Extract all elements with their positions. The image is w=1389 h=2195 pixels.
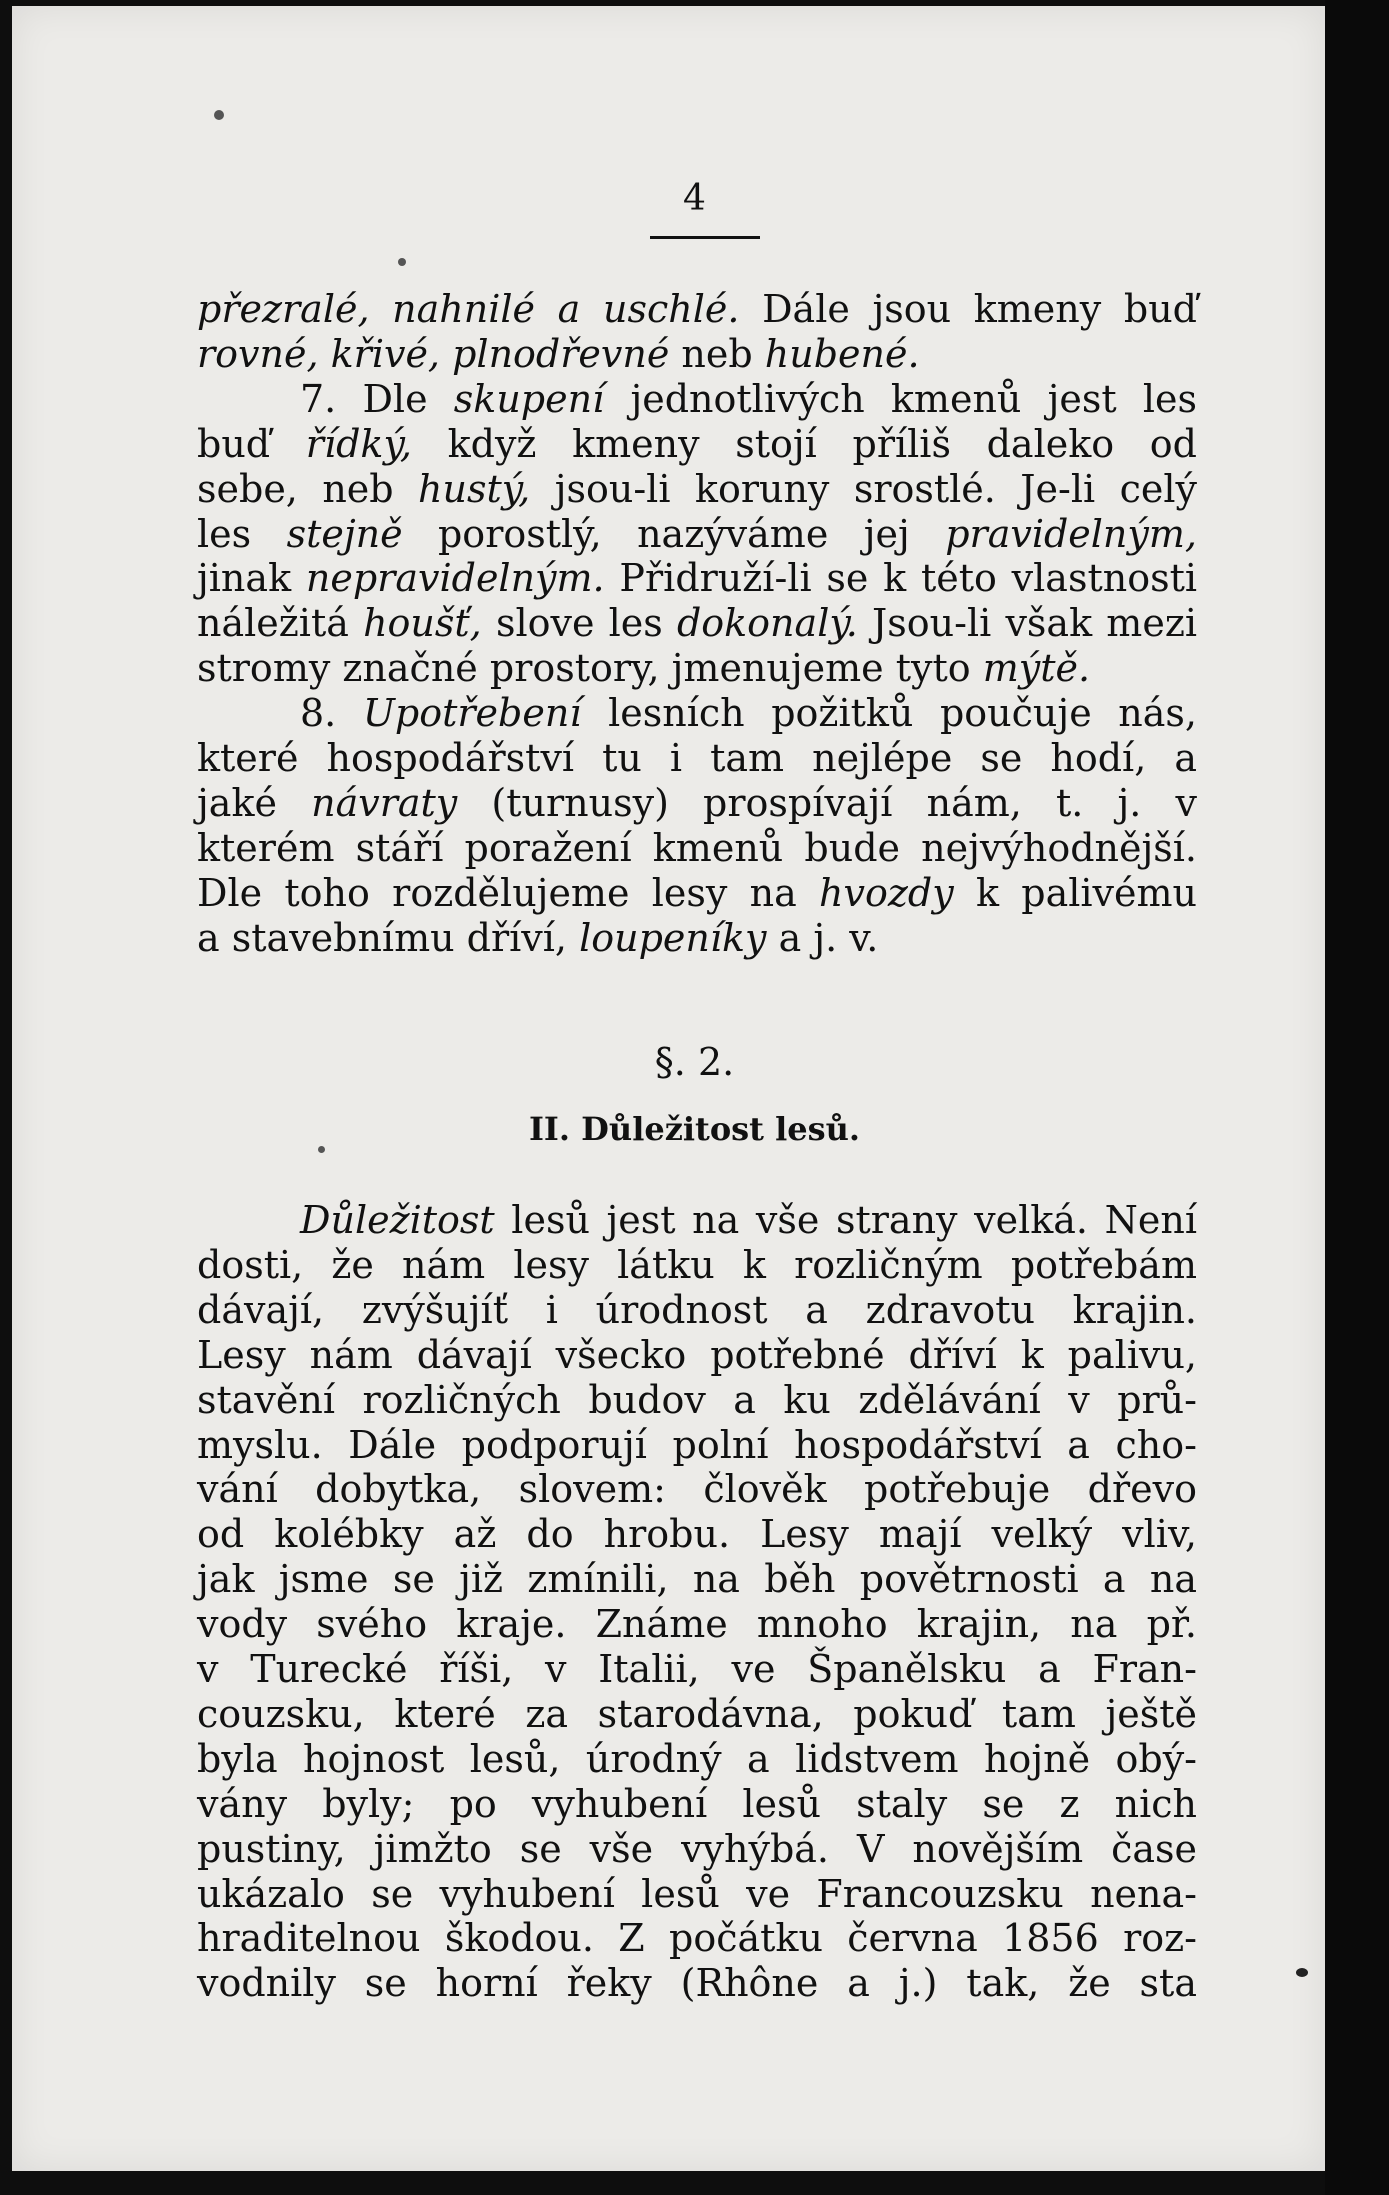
text-line xyxy=(197,646,1197,690)
text-run: couzsku, které za starodávna, pokuď tam ještě xyxy=(197,1691,1197,1736)
text-line xyxy=(197,1467,1197,1511)
text-line xyxy=(197,332,1197,376)
text-run: vodnily se horní řeky (Rhône a j.) tak, že sta xyxy=(197,1961,1197,2006)
scan-speck xyxy=(214,110,224,120)
text-run: náležitá xyxy=(197,601,364,646)
text-line xyxy=(197,1961,1197,2005)
text-run: neb xyxy=(669,331,765,376)
text-line xyxy=(300,377,1197,421)
text-line xyxy=(197,871,1197,915)
text-run: Lesy nám dávají všecko potřebné dříví k palivu, xyxy=(197,1332,1197,1377)
text-line xyxy=(197,1243,1197,1287)
text-run: když kmeny stojí příliš daleko od xyxy=(411,421,1197,466)
section-title: II. Důležitost lesů. xyxy=(528,1110,861,1148)
text-line xyxy=(197,1423,1197,1467)
text-line xyxy=(197,556,1197,600)
text-line xyxy=(197,1916,1197,1960)
italic-term: loupeníky xyxy=(579,915,767,960)
page-number: 4 xyxy=(683,178,706,219)
italic-term: Upotřebení xyxy=(362,691,582,736)
text-run: a j. v. xyxy=(766,915,879,960)
text-run: Dále jsou kmeny buď xyxy=(739,287,1197,331)
italic-term: návraty xyxy=(311,780,458,825)
text-run: vání dobytka, slovem: člověk potřebuje dřevo xyxy=(197,1467,1197,1512)
text-run: Jsou-li však mezi xyxy=(857,601,1197,646)
text-line xyxy=(197,1827,1197,1871)
text-run: 8. xyxy=(300,691,363,736)
italic-term: rovné, křivé, plnodřevné xyxy=(197,331,670,376)
text-line xyxy=(197,1647,1197,1691)
text-run: byla hojnost lesů, úrodný a lidstvem hojně obý- xyxy=(197,1736,1197,1781)
text-run: myslu. Dále podporují polní hospodářství a cho- xyxy=(197,1422,1197,1467)
scan-speck xyxy=(398,258,406,266)
italic-term: hubené. xyxy=(764,331,920,376)
text-run: které hospodářství tu i tam nejlépe se hodí, a xyxy=(197,736,1197,780)
text-run: lesních požitků poučuje nás, xyxy=(581,691,1197,736)
text-run: stavění rozličných budov a ku zdělávání v prů- xyxy=(197,1377,1197,1422)
text-run: stromy značné prostory, jmenujeme tyto xyxy=(197,646,983,691)
text-line xyxy=(197,1602,1197,1646)
text-line xyxy=(197,1378,1197,1422)
text-line xyxy=(197,1288,1197,1332)
italic-term: hustý, xyxy=(418,466,531,511)
text-run: k palivému xyxy=(953,870,1197,915)
text-run: pustiny, jimžto se vše vyhýbá. V novějším čase xyxy=(197,1826,1197,1871)
text-line xyxy=(197,736,1197,780)
text-line xyxy=(197,1512,1197,1556)
text-run: les xyxy=(197,511,287,556)
italic-term: Důležitost xyxy=(300,1198,495,1242)
italic-term: stejně xyxy=(286,511,403,556)
scan-border xyxy=(1325,0,1389,2195)
text-run: jinak xyxy=(197,556,306,601)
text-run: a stavebnímu dříví, xyxy=(197,915,580,960)
text-run: jsou-li koruny srostlé. Je-li celý xyxy=(530,466,1197,511)
text-line xyxy=(197,1737,1197,1781)
page-number-rule xyxy=(650,236,760,239)
italic-term: řídký, xyxy=(305,421,412,466)
text-run: jednotlivých kmenů jest les xyxy=(604,376,1197,421)
italic-term: mýtě. xyxy=(982,646,1091,691)
text-run: slove les xyxy=(481,601,677,646)
text-line xyxy=(197,826,1197,870)
text-line xyxy=(197,781,1197,825)
text-line xyxy=(197,1692,1197,1736)
text-run: ukázalo se vyhubení lesů ve Francouzsku nena- xyxy=(197,1871,1197,1916)
section-number: §. 2. xyxy=(654,1040,735,1084)
text-run: v Turecké říši, v Italii, ve Španělsku a Fran- xyxy=(197,1647,1197,1691)
text-line xyxy=(197,916,1197,960)
text-run: hraditelnou škodou. Z počátku června 1856 roz- xyxy=(197,1916,1197,1961)
text-run: vány byly; po vyhubení lesů staly se z nich xyxy=(197,1781,1197,1826)
text-line xyxy=(197,1333,1197,1377)
scan-speck xyxy=(1296,1968,1308,1977)
text-line xyxy=(197,601,1197,645)
text-run: jaké xyxy=(197,780,312,825)
text-line xyxy=(197,287,1197,331)
text-line xyxy=(300,1198,1197,1242)
text-line xyxy=(197,422,1197,466)
text-run: kterém stáří poražení kmenů bude nejvýhodnější. xyxy=(197,825,1197,870)
italic-term: houšť, xyxy=(363,601,482,646)
text-line xyxy=(197,1872,1197,1916)
text-run: (turnusy) prospívají nám, t. j. v xyxy=(457,780,1197,825)
text-run: buď xyxy=(197,421,306,466)
italic-term: přezralé, nahnilé a uschlé. xyxy=(197,287,740,331)
text-run: dávají, zvýšujíť i úrodnost a zdravotu krajin. xyxy=(197,1287,1197,1332)
italic-term: dokonalý. xyxy=(676,601,858,646)
italic-term: pravidelným, xyxy=(945,511,1197,556)
text-run: Přidruží-li se k této vlastnosti xyxy=(604,556,1197,601)
text-line xyxy=(300,691,1197,735)
text-line xyxy=(197,1782,1197,1826)
text-line xyxy=(197,512,1197,556)
text-run: dosti, že nám lesy látku k rozličným potřebám xyxy=(197,1242,1197,1287)
text-run: porostlý, nazýváme jej xyxy=(402,511,946,556)
text-run: sebe, neb xyxy=(197,466,419,511)
text-run: jak jsme se již zmínili, na běh povětrnosti a na xyxy=(197,1557,1197,1602)
scan-speck xyxy=(318,1146,325,1153)
text-run: 7. Dle xyxy=(300,376,454,421)
text-line xyxy=(197,1557,1197,1601)
text-run: Dle toho rozdělujeme lesy na xyxy=(197,870,820,915)
italic-term: nepravidelným. xyxy=(305,556,605,601)
text-run: lesů jest na vše strany velká. Není xyxy=(494,1198,1197,1242)
text-run: od kolébky až do hrobu. Lesy mají velký vliv, xyxy=(197,1512,1197,1557)
text-run: vody svého kraje. Známe mnoho krajin, na př. xyxy=(197,1602,1197,1647)
italic-term: hvozdy xyxy=(819,870,954,915)
text-line xyxy=(197,467,1197,511)
italic-term: skupení xyxy=(453,376,605,421)
